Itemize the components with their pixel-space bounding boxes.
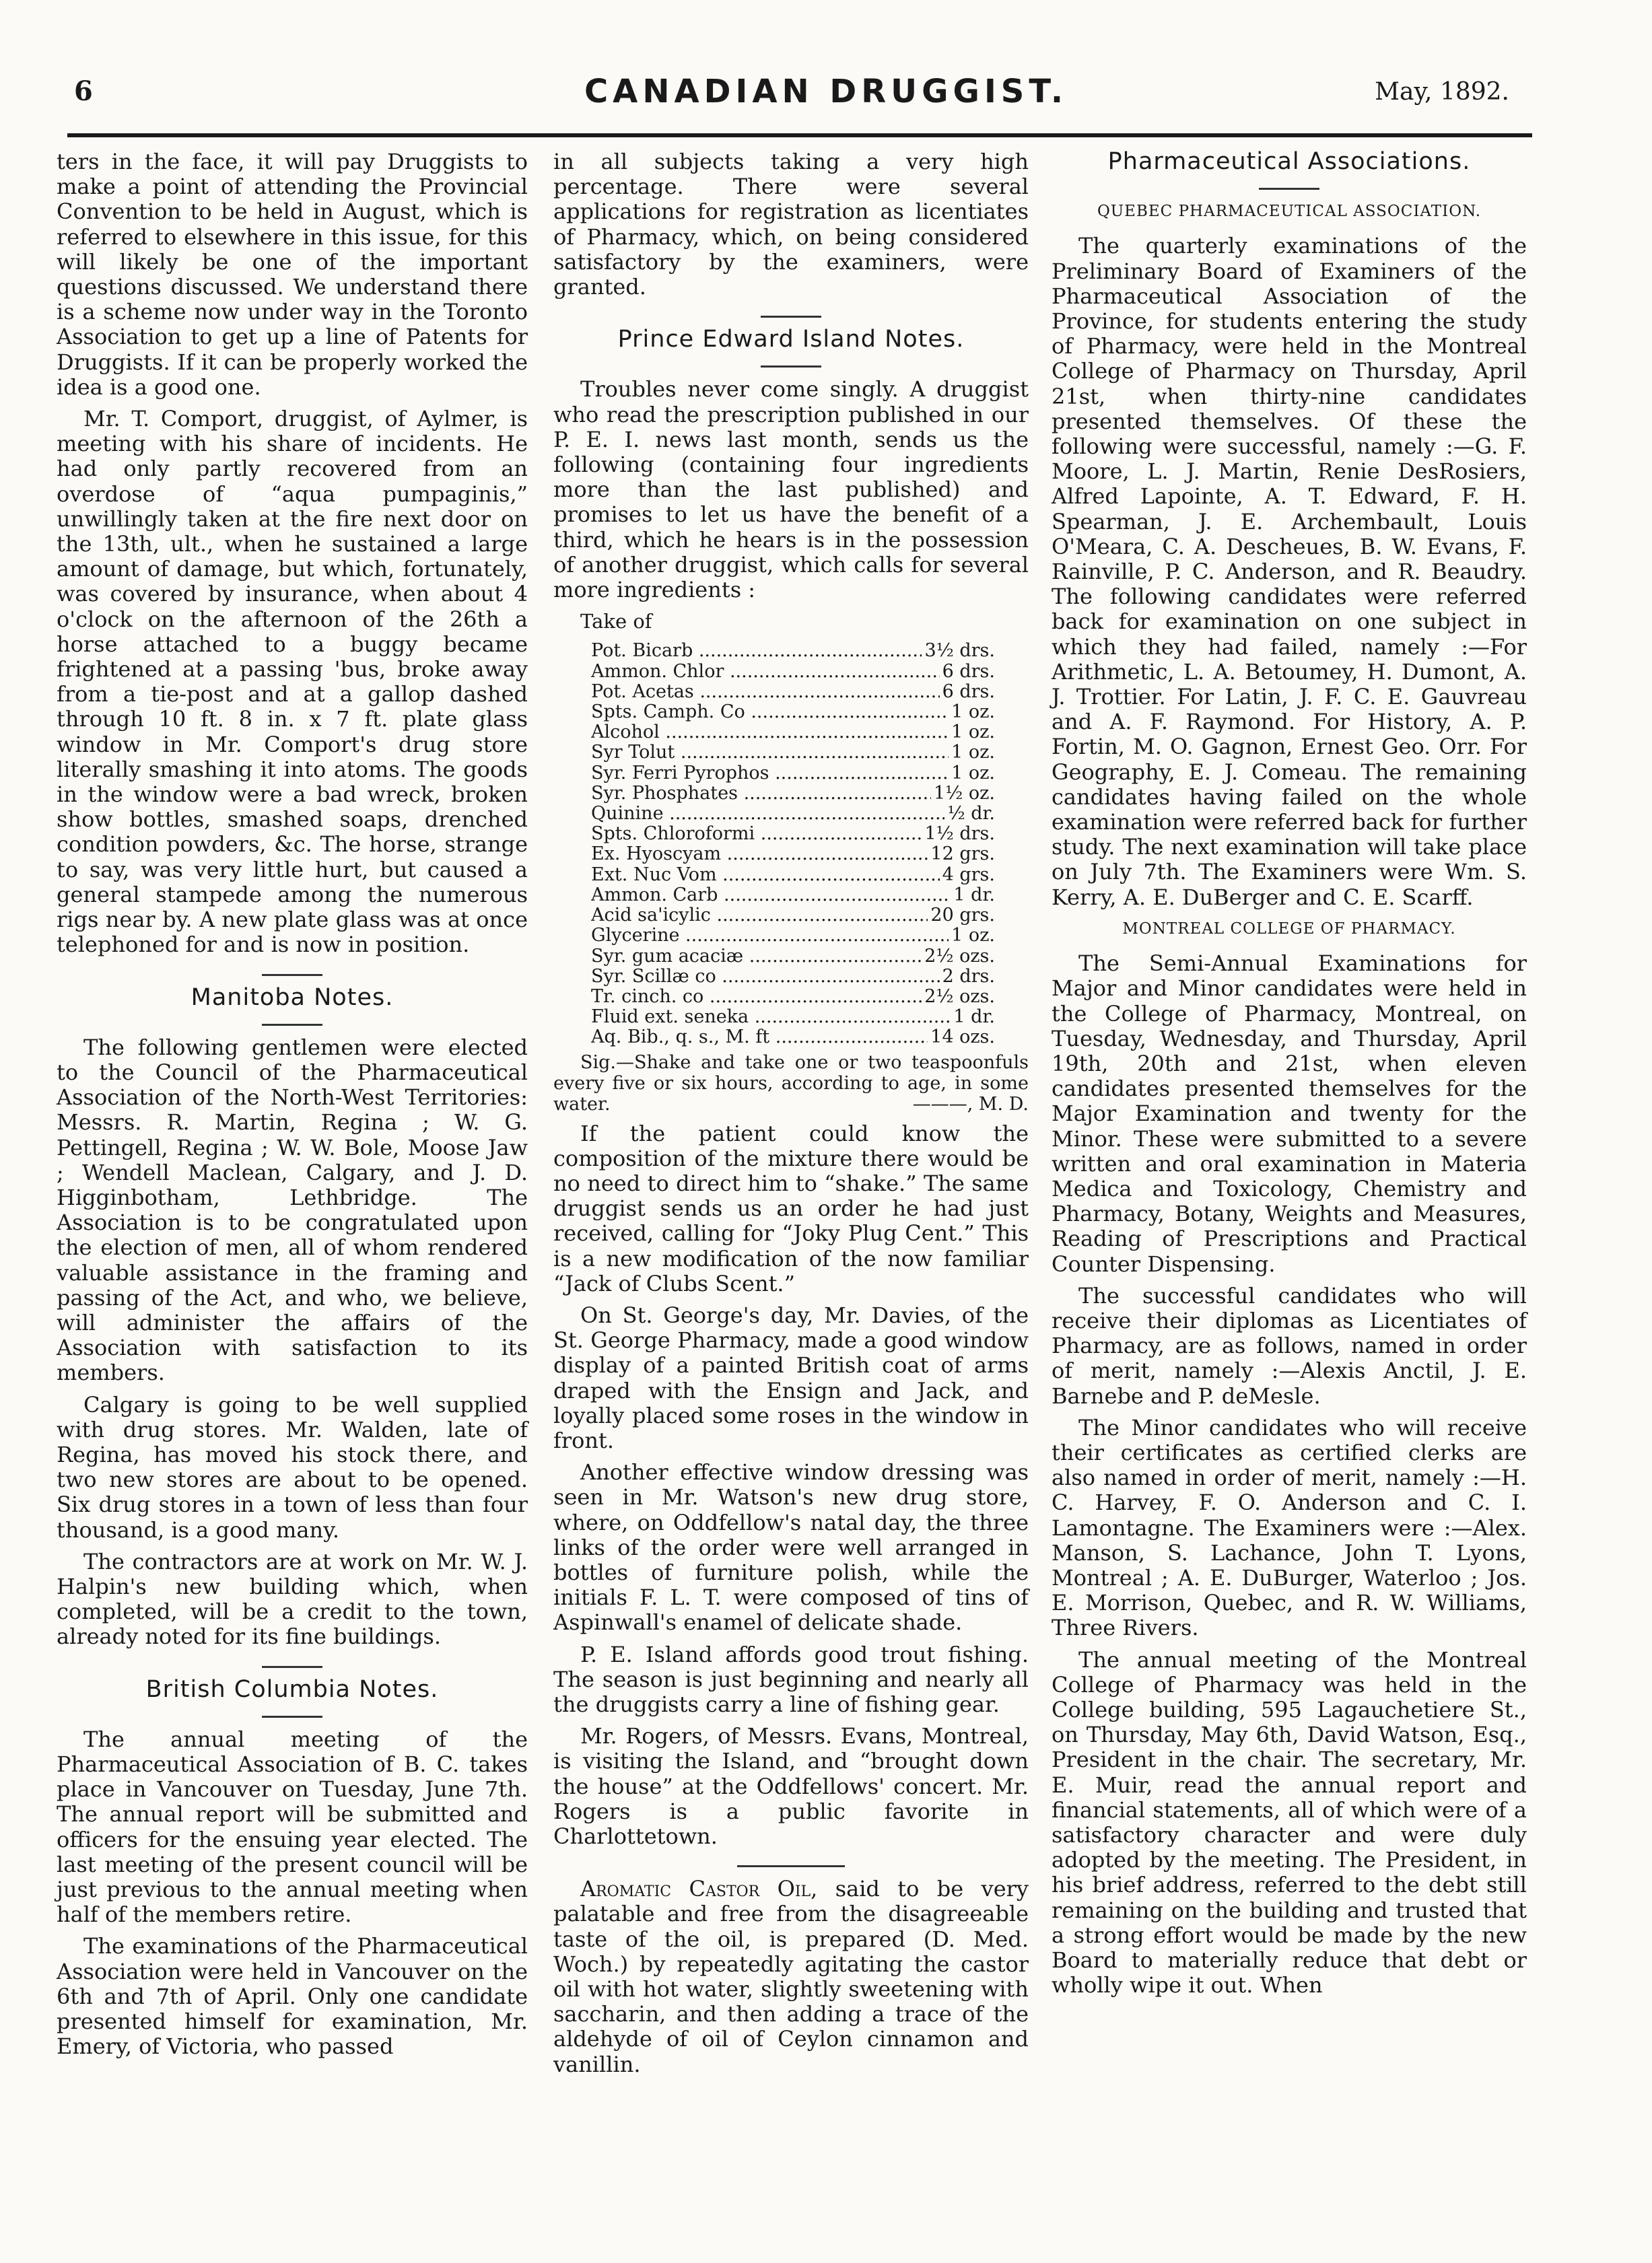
page-number: 6: [74, 75, 93, 107]
ornament-divider: [553, 306, 1029, 318]
paragraph: Calgary is going to be well supplied with drug stores. Mr. Walden, late of Regina, has moved his stock there, and two new stores are about to be opened. Six drug stores in a town of less than four thousand, is a good many.: [57, 1391, 528, 1543]
recipe-row: [591, 702, 995, 722]
subheading-montreal-college: MONTREAL COLLEGE OF PHARMACY.: [1122, 919, 1456, 938]
recipe-row: [591, 844, 995, 864]
ingredient-name: Spts. Chloroformi .....: [591, 824, 922, 844]
castor-oil-lead: Aromatic Castor Oil,: [580, 1876, 818, 1902]
paragraph: The Minor candidates who will receive their certificates as certified clerks are also named in order of merit, namely :—H. C. Harvey, F. O. Anderson and C. I. Lamontagne. The Examiners were :—Alex. Manson, S. Lachance, John T. Lyons, Montreal ; A. E. DuBurger, Waterloo ; Jos. E. Morrison, Quebec, and R. W. Williams, Three Rivers.: [1052, 1414, 1527, 1641]
paragraph: If the patient could know the composition of the mixture there would be no need to direct him to “shake.” The same druggist sends us an order he had just received, calling for “Joky Plug Cent.” This is a new modification of the now familiar “Jack of Clubs Scent.”: [553, 1120, 1029, 1296]
section-heading-manitoba: Manitoba Notes.: [191, 983, 394, 1011]
ingredient-quantity: 14 ozs.: [930, 1026, 995, 1048]
paragraph: The Semi-Annual Examinations for Major and Minor candidates were held in the College of Pharmacy, Montreal, on Tuesday, Wednesday, and Thursday, April 19th, 20th and 21st, when eleven candidates presented themselves for the Major Examination and twenty for the Minor. These were submitted to a severe written and oral examination in Materia Medica and Toxicology, Chemistry and Pharmacy, Botany, Weights and Measures, Reading of Prescriptions and Practical Counter Dispensing.: [1052, 950, 1527, 1277]
ingredient-name: Acid sa'icylic .....: [591, 905, 928, 926]
ornament-divider: [57, 1657, 528, 1668]
ingredient-quantity: 4 grs.: [942, 864, 995, 885]
ingredient-quantity: 1 oz.: [951, 701, 995, 723]
ornament-divider: [553, 356, 1029, 368]
section-heading-pei: Prince Edward Island Notes.: [617, 326, 965, 353]
column-left: [57, 149, 528, 2066]
sig-author: ———, M. D.: [912, 1093, 1029, 1115]
recipe-row: [591, 742, 995, 763]
ingredient-name: Ex. Hyoscyam .....: [591, 844, 928, 864]
ingredient-name: Pot. Acetas .....: [591, 682, 940, 702]
ornament-divider: [57, 965, 528, 976]
ingredient-name: Alcohol .....: [591, 722, 949, 742]
ingredient-name: Ammon. Chlor .....: [591, 662, 940, 682]
header-rule: [67, 133, 1532, 137]
ingredient-quantity: 2½ ozs.: [924, 945, 995, 967]
castor-oil-text: said to be very palatable and free from the disagreeable taste of the oil, is prepared (D. Med. Woch.) by repeatedly agitating the castor oil with hot water, slightly sweetening with saccharin, and then adding a trace of the aldehyde of oil of Ceylon cinnamon and vanillin.: [553, 1876, 1029, 2077]
section-heading-british-columbia: British Columbia Notes.: [145, 1675, 439, 1703]
prescription-list: [591, 641, 995, 1047]
ornament-divider: [553, 1856, 1029, 1867]
paragraph: Troubles never come singly. A druggist who read the prescription published in our P. E. I. news last month, sends us the following (containing four ingredients more than the last published) and promises to let us have the benefit of a third, which he hears is in the possession of another druggist, which calls for several more ingredients :: [553, 376, 1029, 603]
section-heading-pharmaceutical-associations: Pharmaceutical Associations.: [1107, 148, 1471, 175]
recipe-row: [591, 1007, 995, 1027]
ingredient-name: Pot. Bicarb .....: [591, 641, 922, 661]
ingredient-quantity: 12 grs.: [930, 843, 995, 865]
ingredient-name: Tr. cinch. co .....: [591, 987, 922, 1007]
ingredient-quantity: 6 drs.: [942, 681, 995, 702]
paragraph: The successful candidates who will receive their diplomas as Licentiates of Pharmacy, are as follows, named in order of merit, namely :—Alexis Anctil, J. E. Barnebe and P. deMesle.: [1052, 1282, 1527, 1409]
ingredient-name: Syr. Phosphates .....: [591, 784, 931, 804]
recipe-row: [591, 824, 995, 844]
ingredient-name: Glycerine .....: [591, 926, 949, 946]
recipe-row: [591, 905, 995, 926]
paragraph: ters in the face, it will pay Druggists to make a point of attending the Provincial Convention to be held in August, which is referred to elsewhere in this issue, for this will likely be one of the important questions discussed. We understand there is a scheme now under way in the Toronto Association to get up a line of Patents for Druggists. If it can be properly worked the idea is a good one.: [57, 149, 528, 400]
recipe-row: [591, 987, 995, 1007]
paragraph: The following gentlemen were elected to the Council of the Pharmaceutical Association of the North-West Territories: Messrs. R. Martin, Regina ; W. G. Pettingell, Regina ; W. W. Bole, Moose Jaw ; Wendell Maclean, Calgary, and J. D. Higginbotham, Lethbridge. The Association is to be congratulated upon the election of men, all of whom rendered valuable assistance in the framing and passing of the Act, and who, we believe, will administer the affairs of the Association with satisfaction to its members.: [57, 1034, 528, 1386]
recipe-row: [591, 641, 995, 661]
recipe-row: [591, 1027, 995, 1047]
ingredient-name: Aq. Bib., q. s., M. ft .....: [591, 1027, 928, 1047]
ingredient-quantity: 1½ drs.: [924, 823, 995, 845]
paragraph: On St. George's day, Mr. Davies, of the St. George Pharmacy, made a good window display of a painted British coat of arms draped with the Ensign and Jack, and loyally placed some roses in the window in front.: [553, 1302, 1029, 1453]
page-header: [0, 0, 1652, 135]
paragraph: Mr. T. Comport, druggist, of Aylmer, is meeting with his share of incidents. He had only partly recovered from an overdose of “aqua pumpaginis,” unwillingly taken at the fire next door on the 13th, ult., when he sustained a large amount of damage, but which, fortunately, was covered by insurance, when about 4 o'clock on the afternoon of the 26th a horse attached to a buggy became frightened at a passing 'bus, broke away from a tie-post and at a gallop dashed through 10 ft. 8 in. x 7 ft. plate glass window in Mr. Comport's drug store literally smashing it into atoms. The goods in the window were a bad wreck, broken show bottles, smashed soaps, drenched condition powders, &c. The horse, strange to say, was very little hurt, but caused a general stampede among the numerous rigs near by. A new plate glass was at once telephoned for and is now in position.: [57, 406, 528, 958]
ingredient-quantity: 20 grs.: [930, 905, 995, 926]
ingredient-name: Syr. Scillæ co .....: [591, 967, 940, 987]
ingredient-quantity: 1 dr.: [953, 884, 995, 905]
ornament-divider: [57, 1014, 528, 1026]
ingredient-quantity: 1 oz.: [951, 742, 995, 763]
ingredient-quantity: 2 drs.: [942, 965, 995, 987]
recipe-row: [591, 967, 995, 987]
ingredient-quantity: 3½ drs.: [924, 640, 995, 662]
ingredient-name: Syr. Ferri Pyrophos .....: [591, 763, 949, 784]
ornament-divider: [1052, 178, 1527, 190]
ingredient-quantity: 6 drs.: [942, 660, 995, 682]
ingredient-quantity: ½ dr.: [947, 803, 995, 825]
paragraph: P. E. Island affords good trout fishing. The season is just beginning and nearly all the druggists carry a line of fishing gear.: [553, 1641, 1029, 1717]
ingredient-quantity: 1 oz.: [951, 762, 995, 784]
paragraph: The examinations of the Pharmaceutical Association were held in Vancouver on the 6th and 7th of April. Only one candidate presented himself for examination, Mr. Emery, of Victoria, who passed: [57, 1933, 528, 2060]
recipe-row: [591, 662, 995, 682]
paragraph: The quarterly examinations of the Preliminary Board of Examiners of the Pharmaceutical Association of the Province, for students entering the study of Pharmacy, were held in the Montreal College of Pharmacy on Thursday, April 21st, when thirty-nine candidates presented themselves. Of these the following were successful, namely :—G. F. Moore, L. J. Martin, Renie DesRosiers, Alfred Lapointe, A. T. Edward, F. H. Spearman, J. E. Archembault, Louis O'Meara, C. A. Descheues, B. W. Evans, F. Rainville, P. C. Anderson, and R. Beaudry. The following candidates were referred back for examination on one subject in which they had failed, namely :—For Arithmetic, L. A. Betoumey, H. Dumont, A. J. Trottier. For Latin, J. F. C. E. Gauvreau and A. F. Raymond. For History, A. P. Fortin, M. O. Gagnon, Ernest Geo. Orr. For Geography, E. J. Comeau. The remaining candidates having failed on the whole examination were referred back for further study. The next examination will take place on July 7th. The Examiners were Wm. S. Kerry, A. E. DuBerger and C. E. Scarff.: [1052, 233, 1527, 910]
paragraph: The annual meeting of the Pharmaceutical Association of B. C. takes place in Vancouver on Tuesday, June 7th. The annual report will be submitted and officers for the ensuing year elected. The last meeting of the present council will be just previous to the annual meeting when half of the members retire.: [57, 1726, 528, 1928]
ingredient-name: Ext. Nuc Vom .....: [591, 865, 940, 885]
issue-date: May, 1892.: [1375, 78, 1509, 106]
paragraph: Another effective window dressing was seen in Mr. Watson's new drug store, where, on Oddfellow's natal day, the three links of the order were well arranged in bottles of furniture polish, while the initials F. L. T. were composed of tins of Aspinwall's enamel of delicate shade.: [553, 1459, 1029, 1636]
ingredient-quantity: 1 oz.: [951, 722, 995, 743]
recipe-row: [591, 763, 995, 784]
sig-text: Sig.—Shake and take one or two teaspoonfuls every five or six hours, according to age, in some water.: [553, 1051, 1029, 1115]
ingredient-name: Syr Tolut .....: [591, 742, 949, 763]
recipe-row: [591, 682, 995, 702]
recipe-intro: Take of: [580, 610, 652, 633]
prescription-signature: [553, 1052, 1029, 1115]
column-right: [1052, 149, 1527, 2005]
paragraph: The contractors are at work on Mr. W. J. Halpin's new building which, when completed, will be a credit to the town, already noted for its fine buildings.: [57, 1548, 528, 1650]
recipe-row: [591, 784, 995, 804]
recipe-row: [591, 722, 995, 742]
subheading-quebec: QUEBEC PHARMACEUTICAL ASSOCIATION.: [1097, 203, 1482, 221]
paragraph: in all subjects taking a very high percentage. There were several applications for registration as licentiates of Pharmacy, which, on being considered satisfactory by the examiners, were granted.: [553, 149, 1029, 300]
paragraph: Mr. Rogers, of Messrs. Evans, Montreal, is visiting the Island, and “brought down the house” at the Oddfellows' concert. Mr. Rogers is a public favorite in Charlottetown.: [553, 1723, 1029, 1849]
ingredient-quantity: 2½ ozs.: [924, 985, 995, 1007]
paragraph: [553, 1877, 1029, 2077]
ingredient-name: Fluid ext. seneka .....: [591, 1007, 951, 1027]
recipe-row: [591, 946, 995, 967]
recipe-row: [591, 926, 995, 946]
ingredient-name: Spts. Camph. Co .....: [591, 702, 949, 722]
recipe-row: [591, 885, 995, 905]
column-middle: [553, 149, 1029, 2084]
paragraph: The annual meeting of the Montreal College of Pharmacy was held in the College building, 595 Lagauchetiere St., on Thursday, May 6th, David Watson, Esq., President in the chair. The secretary, Mr. E. Muir, read the annual report and financial statements, all of which were of a satisfactory character and were duly adopted by the meeting. The President, in his brief address, referred to the debt still remaining on the building and trusted that a strong effort would be made by the new Board to materially reduce that debt or wholly wipe it out. When: [1052, 1646, 1527, 1998]
ingredient-quantity: 1½ oz.: [934, 782, 995, 804]
ornament-divider: [57, 1706, 528, 1718]
recipe-row: [591, 804, 995, 824]
ingredient-name: Syr. gum acaciæ .....: [591, 946, 922, 967]
masthead: CANADIAN DRUGGIST.: [584, 73, 1068, 110]
ingredient-name: Ammon. Carb .....: [591, 885, 951, 905]
ingredient-quantity: 1 dr.: [953, 1006, 995, 1028]
ingredient-name: Quinine .....: [591, 804, 944, 824]
ingredient-quantity: 1 oz.: [951, 925, 995, 946]
recipe-row: [591, 865, 995, 885]
